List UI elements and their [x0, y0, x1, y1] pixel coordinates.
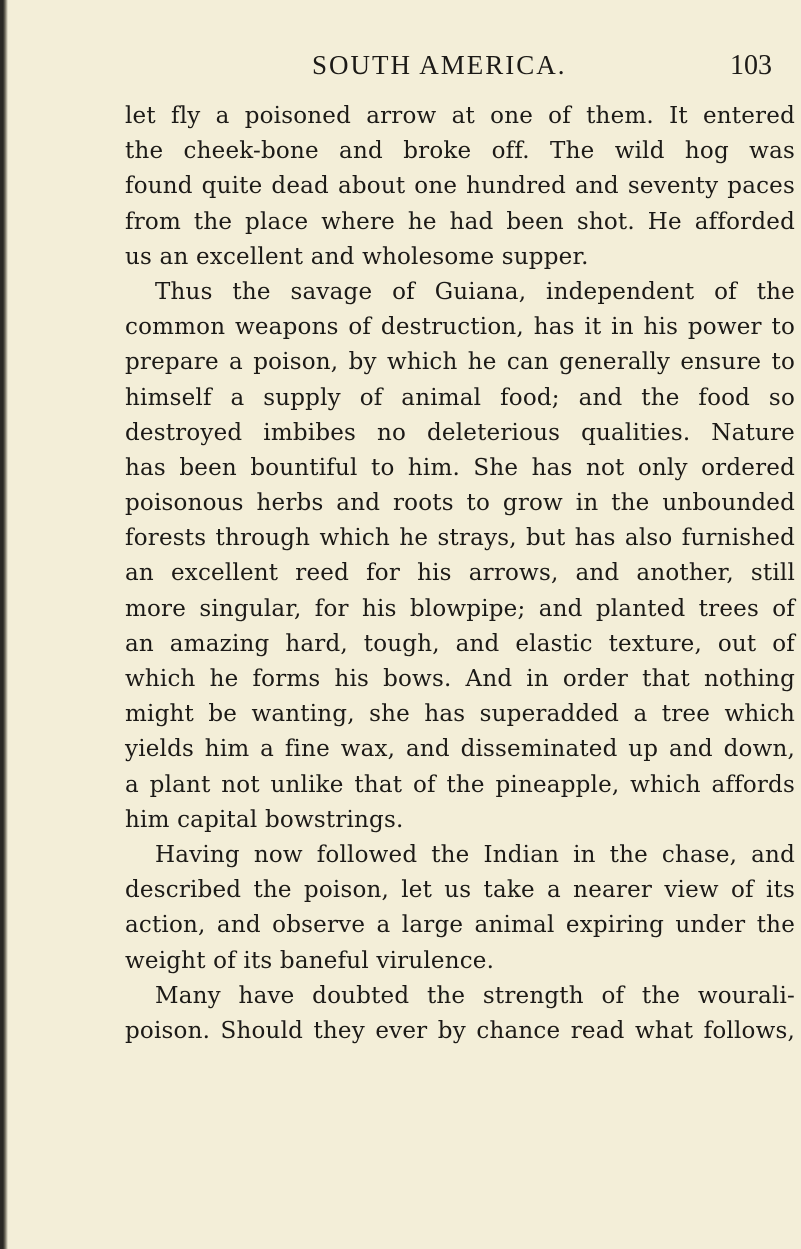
page-number: 103 [730, 50, 772, 81]
text-line: described the poison, let us take a nearer view of its [125, 877, 795, 904]
text-line: Many have doubted the strength of the wourali- [155, 982, 795, 1009]
text-line: common weapons of destruction, has it in his power to [125, 314, 795, 341]
text-line: found quite dead about one hundred and seventy paces [125, 173, 795, 200]
text-line: destroyed imbibes no deleterious qualities. Nature [125, 419, 795, 446]
text-line: which he forms his bows. And in order that nothing [125, 666, 795, 692]
text-line: has been bountiful to him. She has not only ordered [125, 454, 795, 481]
text-line: an excellent reed for his arrows, and another, still [125, 560, 795, 587]
text-line: more singular, for his blowpipe; and planted trees of [125, 595, 795, 622]
text-line: might be wanting, she has superadded a tree which [125, 701, 795, 728]
text-line: from the place where he had been shot. He afforded [125, 208, 795, 235]
header-title: SOUTH AMERICA. [312, 50, 567, 80]
book-spine-edge [0, 0, 8, 1249]
text-line: Thus the savage of Guiana, independent of the [155, 278, 795, 305]
text-line: an amazing hard, tough, and elastic texture, out of [125, 630, 795, 657]
text-line: prepare a poison, by which he can generally ensure to [125, 349, 795, 376]
running-head [120, 50, 800, 90]
text-line: him capital bowstrings. [125, 806, 404, 833]
text-line: poisonous herbs and roots to grow in the unbounded [125, 490, 795, 517]
text-line: Having now followed the Indian in the chase, and [155, 841, 795, 868]
body-text [125, 99, 795, 1209]
text-line: the cheek-bone and broke off. The wild hog was [125, 138, 795, 165]
text-line: himself a supply of animal food; and the food so [125, 384, 795, 411]
text-line: poison. Should they ever by chance read what follows, [125, 1017, 795, 1044]
text-line: let fly a poisoned arrow at one of them. It entered [125, 103, 795, 129]
text-line: us an excellent and wholesome supper. [125, 243, 589, 270]
text-line: weight of its baneful virulence. [125, 947, 495, 974]
text-line: a plant not unlike that of the pineapple, which affords [125, 771, 795, 798]
text-line: action, and observe a large animal expiring under the [125, 912, 795, 939]
text-line: yields him a fine wax, and disseminated up and down, [125, 736, 795, 763]
text-line: forests through which he strays, but has also furnished [125, 525, 795, 552]
